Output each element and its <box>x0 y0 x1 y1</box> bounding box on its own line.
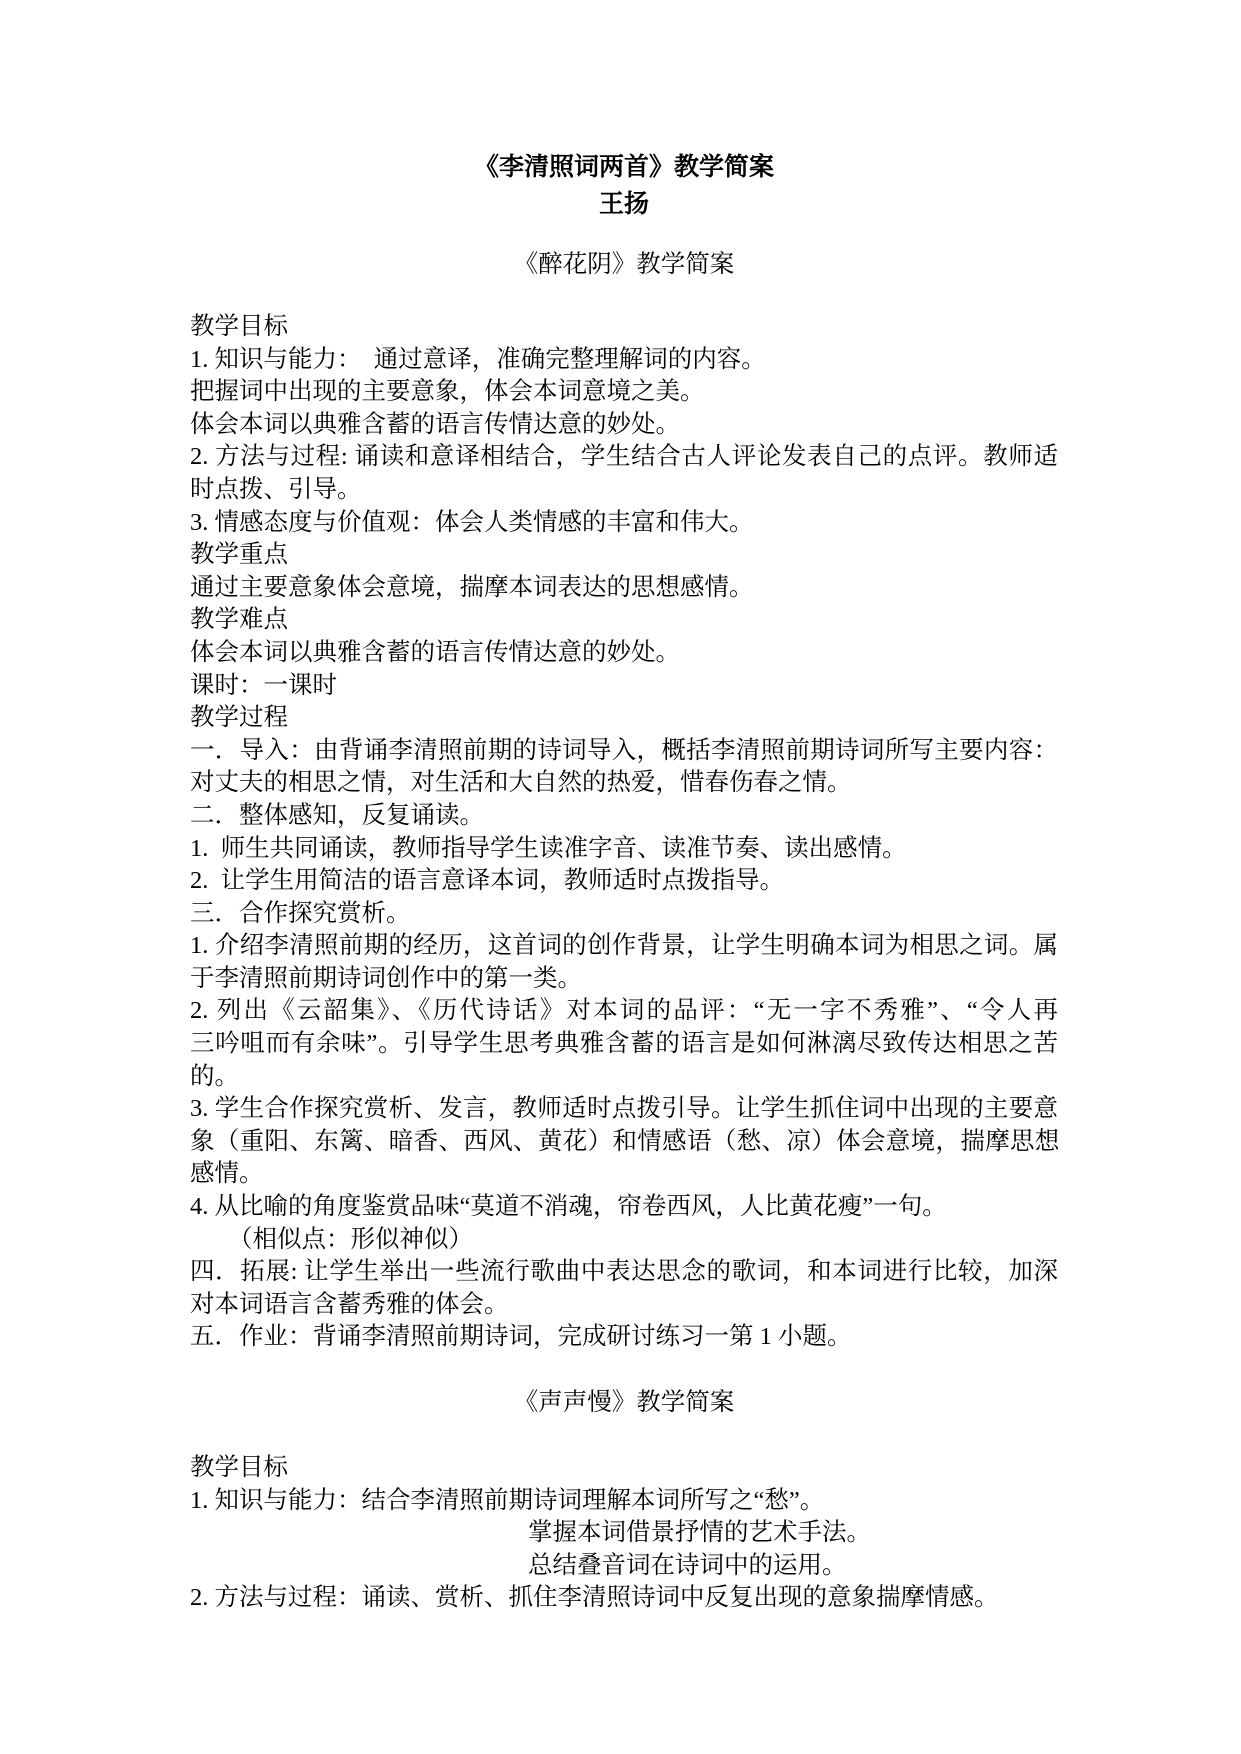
process-substep: 1. 介绍李清照前期的经历，这首词的创作背景，让学生明确本词为相思之词。属 <box>190 932 1058 960</box>
objective-knowledge-line: 总结叠音词在诗词中的运用。 <box>528 1551 847 1579</box>
process-substep: 2. 让学生用简洁的语言意译本词，教师适时点拨指导。 <box>190 867 785 895</box>
process-step-extension: 四．拓展: 让学生举出一些流行歌曲中表达思念的歌词，和本词进行比较，加深 <box>190 1258 1058 1286</box>
process-label: 教学过程 <box>190 704 288 732</box>
process-substep: 三吟咀而有余味”。引导学生思考典雅含蓄的语言是如何淋漓尽致传达相思之苦 <box>190 1030 1058 1058</box>
process-step-heading: 三．合作探究赏析。 <box>190 899 411 927</box>
key-points-label: 教学重点 <box>190 541 288 569</box>
teaching-goals-label: 教学目标 <box>190 313 288 340</box>
process-substep: 象（重阳、东篱、暗香、西风、黄花）和情感语（愁、凉）体会意境，揣摩思想 <box>190 1127 1058 1155</box>
process-substep: 的。 <box>190 1062 239 1090</box>
process-substep-note: （相似点：形似神似） <box>228 1225 473 1253</box>
process-substep: 2. 列出《云韶集》、《历代诗话》对本词的品评：“无一字不秀雅”、“令人再 <box>190 997 1058 1025</box>
objective-method-line: 2. 方法与过程: 诵读和意译相结合，学生结合古人评论发表自己的点评。教师适 <box>190 443 1058 471</box>
lesson1-body <box>190 311 1058 1354</box>
process-step-homework: 五．作业：背诵李清照前期诗词，完成研讨练习一第 1 小题。 <box>190 1323 852 1351</box>
lesson-heading: 《醉花阴》教学简案 <box>513 251 735 278</box>
class-hours-text: 课时：一课时 <box>190 671 337 699</box>
process-step-intro: 一．导入：由背诵李清照前期的诗词导入，概括李清照前期诗词所写主要内容： <box>190 736 1058 764</box>
document-header <box>190 149 1058 223</box>
document-title: 《李清照词两首》教学简案 <box>473 154 774 181</box>
process-substep: 1. 师生共同诵读，教师指导学生读准字音、读准节奏、读出感情。 <box>190 834 907 862</box>
objective-knowledge-line: 1. 知识与能力： 通过意译，准确完整理解词的内容。 <box>190 345 766 373</box>
objective-knowledge-line: 1. 知识与能力：结合李清照前期诗词理解本词所写之“愁”。 <box>190 1486 825 1514</box>
key-points-text: 通过主要意象体会意境，揣摩本词表达的思想感情。 <box>190 573 754 601</box>
objective-knowledge-line: 把握词中出现的主要意象，体会本词意境之美。 <box>190 378 705 406</box>
process-step-heading: 二．整体感知，反复诵读。 <box>190 801 484 829</box>
teaching-goals-label: 教学目标 <box>190 1454 288 1481</box>
objective-method-line: 时点拨、引导。 <box>190 475 362 503</box>
process-substep: 感情。 <box>190 1160 264 1188</box>
objective-knowledge-line: 体会本词以典雅含蓄的语言传情达意的妙处。 <box>190 410 680 438</box>
difficulties-text: 体会本词以典雅含蓄的语言传情达意的妙处。 <box>190 638 680 666</box>
lesson-heading: 《声声慢》教学简案 <box>513 1389 735 1416</box>
process-step-intro: 对丈夫的相思之情，对生活和大自然的热爱，惜春伤春之情。 <box>190 769 852 797</box>
process-step-extension: 对本词语言含蓄秀雅的体会。 <box>190 1290 509 1318</box>
lesson1-heading-block <box>190 249 1058 282</box>
process-substep: 3. 学生合作探究赏析、发言，教师适时点拨引导。让学生抓住词中出现的主要意 <box>190 1095 1058 1123</box>
objective-method-line: 2. 方法与过程：诵读、赏析、抓住李清照诗词中反复出现的意象揣摩情感。 <box>190 1584 999 1612</box>
process-substep: 4. 从比喻的角度鉴赏品味“莫道不消魂，帘卷西风，人比黄花瘦”一句。 <box>190 1193 947 1221</box>
objective-emotion-line: 3. 情感态度与价值观：体会人类情感的丰富和伟大。 <box>190 508 754 536</box>
document-author: 王扬 <box>598 191 649 218</box>
difficulties-label: 教学难点 <box>190 606 288 634</box>
lesson2-body <box>190 1452 1058 1615</box>
process-substep: 于李清照前期诗词创作中的第一类。 <box>190 964 582 992</box>
objective-knowledge-line: 掌握本词借景抒情的艺术手法。 <box>528 1519 871 1547</box>
lesson2-heading-block <box>190 1387 1058 1420</box>
